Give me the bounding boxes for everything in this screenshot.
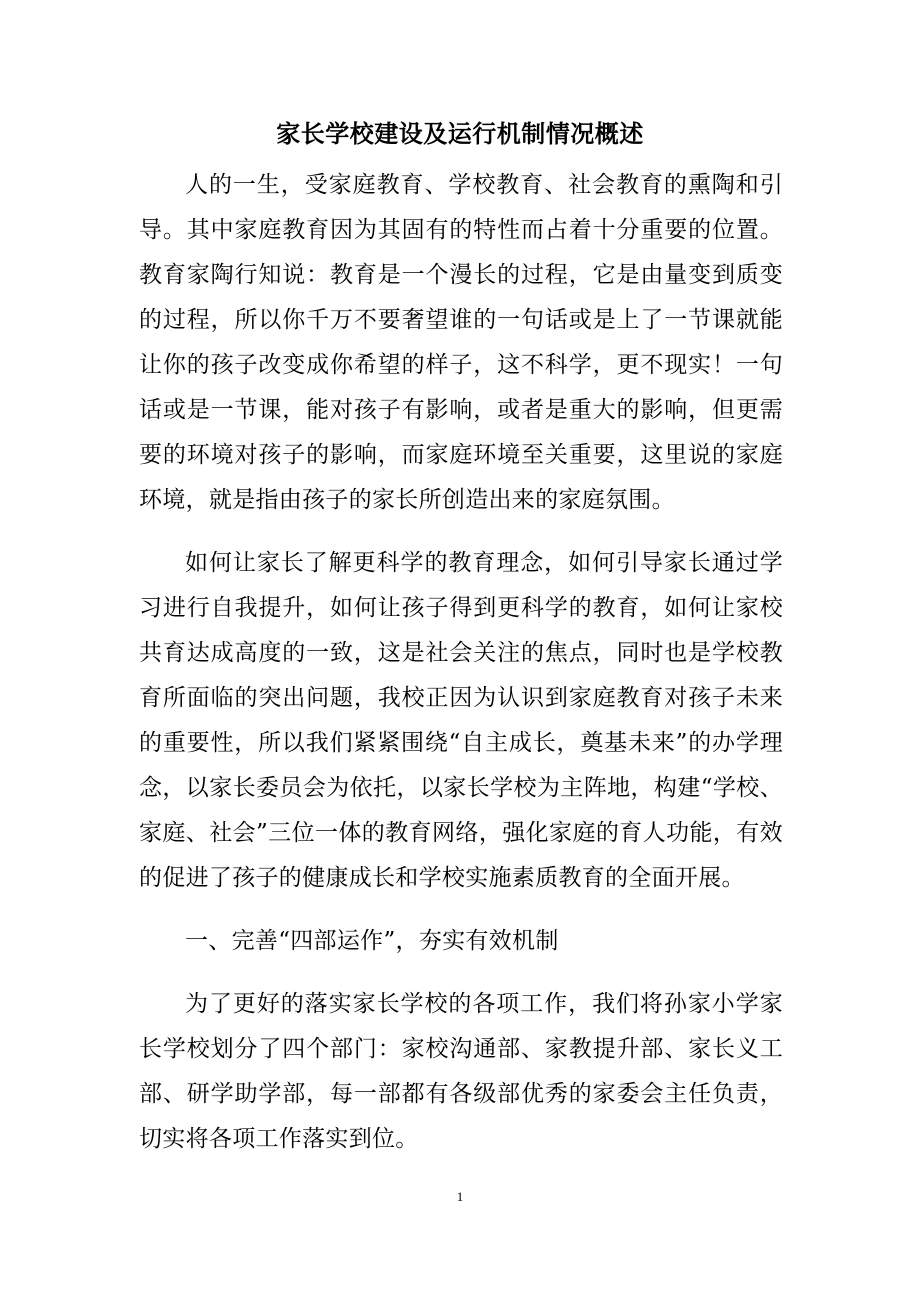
document-body [139,163,783,1162]
section-heading-1: 一、完善“四部运作”，夯实有效机制 [185,928,559,954]
paragraph-purpose: 如何让家长了解更科学的教育理念，如何引导家长通过学习进行自我提升，如何让孩子得到更科学的教育，如何让家校共育达成高度的一致，这是社会关注的焦点，同时也是学校教育所面临的突出问题，我校正因为认识到家庭教育对孩子未来的重要性，所以我们紧紧围绕“自主成长，奠基未来”的办学理念，以家长委员会为依托，以家长学校为主阵地，构建“学校、家庭、社会”三位一体的教育网络，强化家庭的育人功能，有效的促进了孩子的健康成长和学校实施素质教育的全面开展。 [139,550,783,891]
document-title: 家长学校建设及运行机制情况概述 [276,119,644,148]
paragraph-intro: 人的一生，受家庭教育、学校教育、社会教育的熏陶和引导。其中家庭教育因为其固有的特性而占着十分重要的位置。教育家陶行知说：教育是一个漫长的过程，它是由量变到质变的过程，所以你千万不要奢望谁的一句话或是上了一节课就能让你的孩子改变成你希望的样子，这不科学，更不现实！一句话或是一节课，能对孩子有影响，或者是重大的影响，但更需要的环境对孩子的影响，而家庭环境至关重要，这里说的家庭环境，就是指由孩子的家长所创造出来的家庭氛围。 [139,172,783,513]
page-number: 1 [456,1189,464,1204]
paragraph-departments: 为了更好的落实家长学校的各项工作，我们将孙家小学家长学校划分了四个部门：家校沟通部、家教提升部、家长义工部、研学助学部，每一部都有各级部优秀的家委会主任负责，切实将各项工作落实到位。 [139,991,783,1152]
